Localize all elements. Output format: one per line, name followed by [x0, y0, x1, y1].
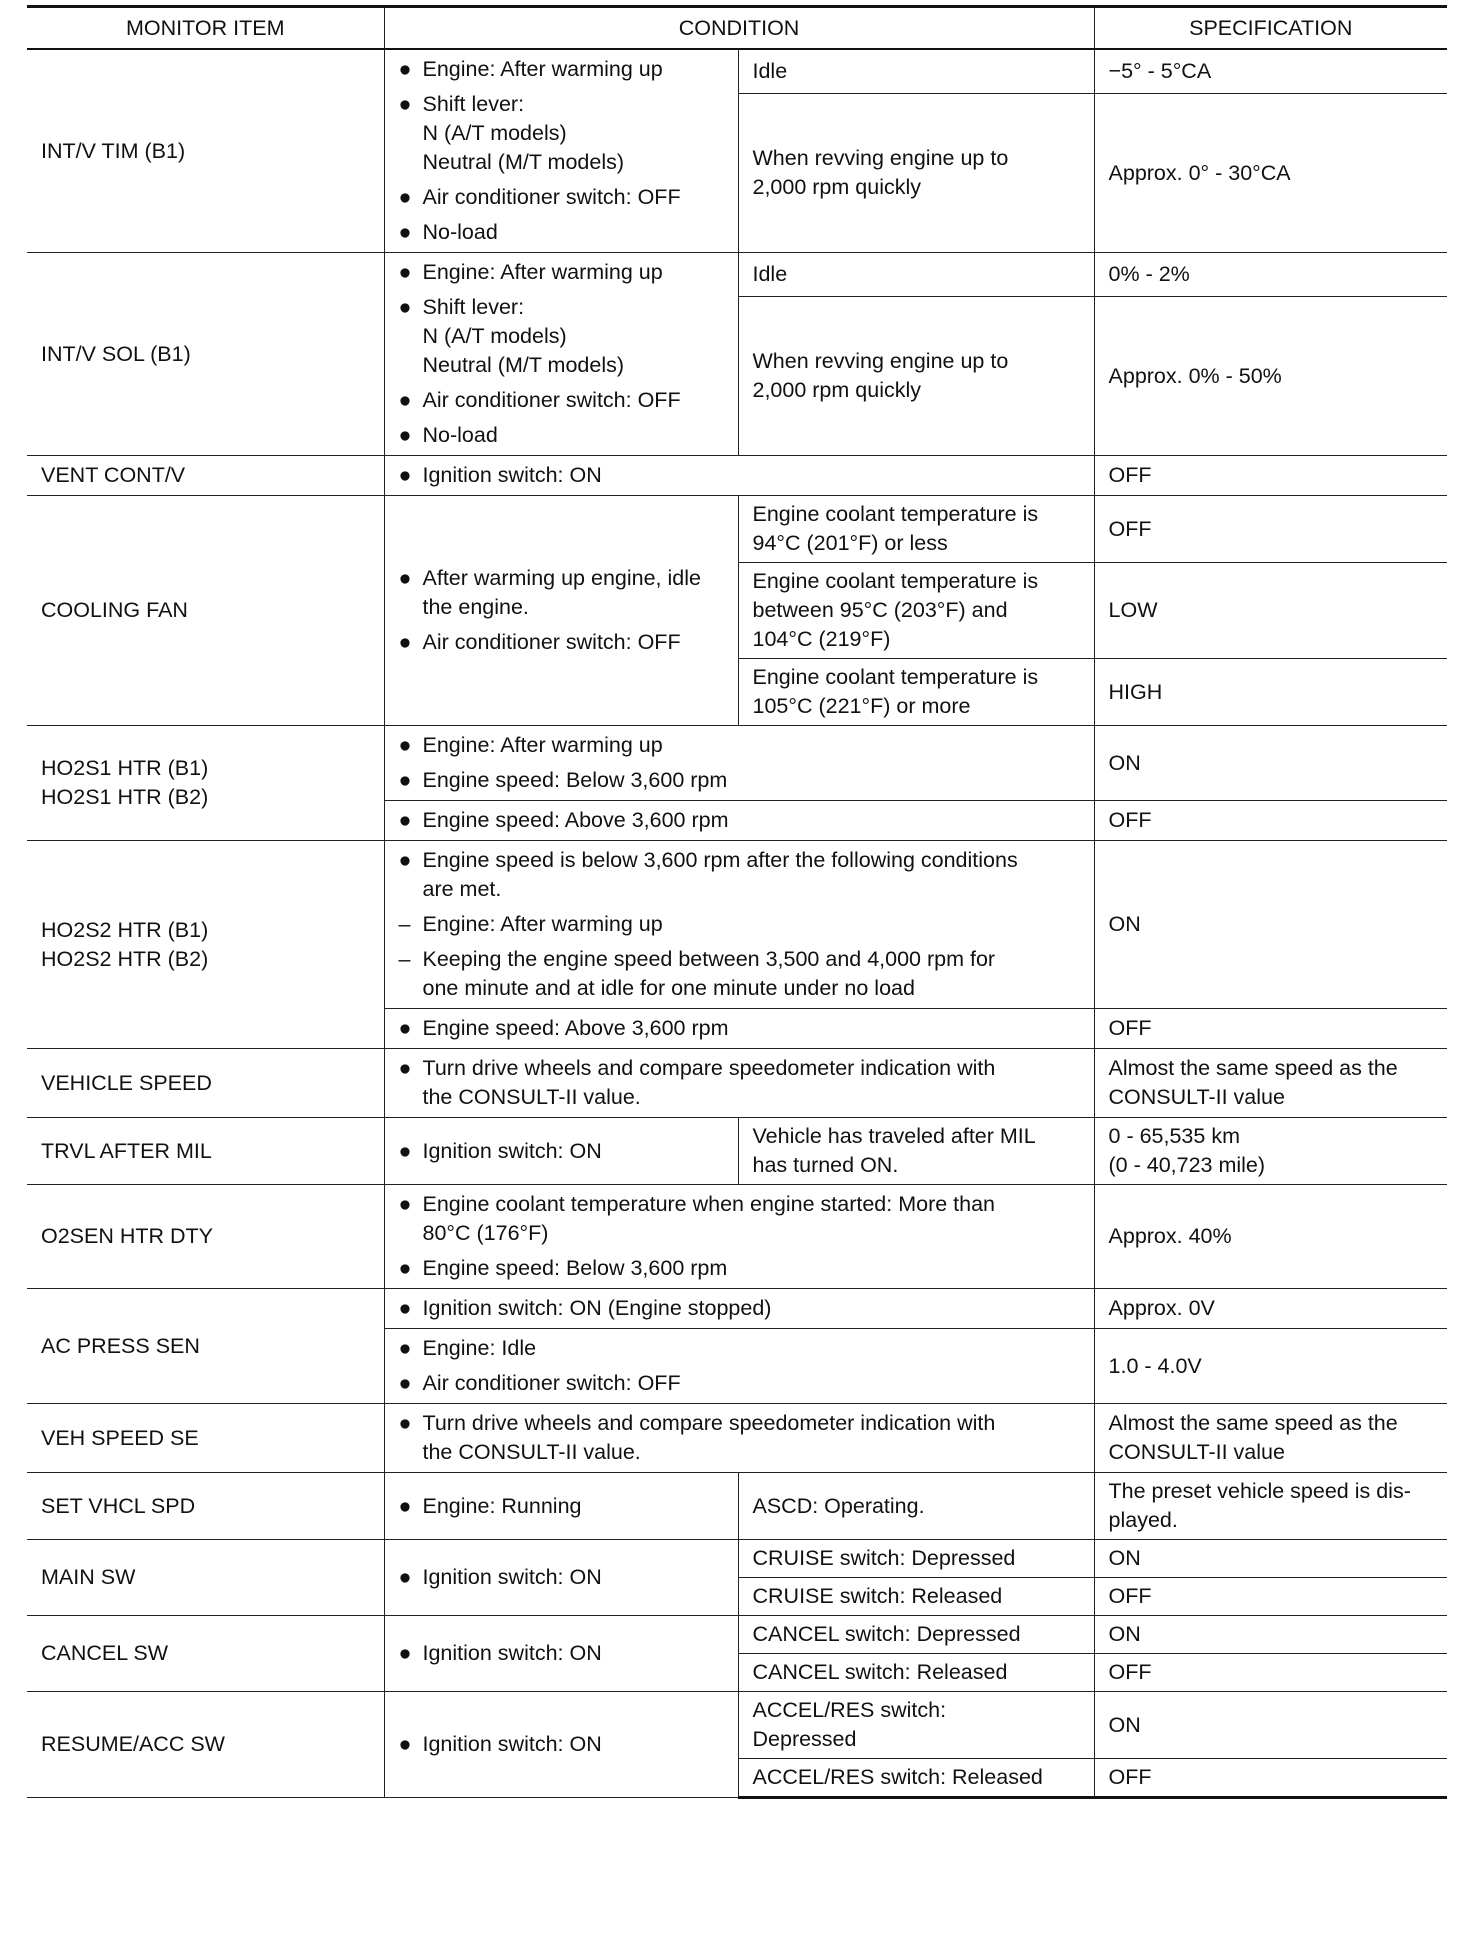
specification-cell: ON [1094, 1616, 1447, 1654]
condition-cell [384, 1118, 738, 1185]
sub-condition-cell: Engine coolant temperature is between 95°C (203°F) and 104°C (219°F) [738, 563, 1094, 659]
monitor-item-cell: INT/V TIM (B1) [27, 49, 384, 253]
specification-cell: OFF [1094, 496, 1447, 563]
condition-cell [384, 49, 738, 253]
specification-cell: The preset vehicle speed is dis- played. [1094, 1473, 1447, 1540]
monitor-item-cell: INT/V SOL (B1) [27, 253, 384, 456]
specification-cell: Almost the same speed as the CONSULT-II value [1094, 1049, 1447, 1118]
condition-line: ● Engine: After warming up [398, 733, 663, 757]
condition-line: ● Engine: Running [398, 1493, 582, 1518]
monitor-item-cell: VEHICLE SPEED [27, 1049, 384, 1118]
sub-condition-cell: CRUISE switch: Released [738, 1578, 1094, 1616]
condition-line: ● Shift lever: N (A/T models) Neutral (M/T models) [398, 92, 625, 174]
monitor-item-cell: O2SEN HTR DTY [27, 1185, 384, 1289]
table-row [27, 1185, 1447, 1289]
condition-cell [384, 1185, 1094, 1289]
condition-cell [384, 801, 1094, 841]
condition-cell [384, 1009, 1094, 1049]
header-condition: CONDITION [384, 7, 1094, 50]
monitor-item-cell: RESUME/ACC SW [27, 1692, 384, 1798]
table-row [27, 496, 1447, 563]
specification-cell: Approx. 0V [1094, 1289, 1447, 1329]
condition-cell [384, 1540, 738, 1616]
monitor-item-table-sheet [27, 5, 1447, 1799]
condition-line: ● Air conditioner switch: OFF [398, 185, 681, 209]
sub-condition-cell: Engine coolant temperature is 94°C (201°F) or less [738, 496, 1094, 563]
condition-line: ● Engine speed: Above 3,600 rpm [398, 808, 729, 832]
specification-cell: OFF [1094, 456, 1447, 496]
specification-cell: Almost the same speed as the CONSULT-II value [1094, 1404, 1447, 1473]
condition-line: ● Air conditioner switch: OFF [398, 388, 681, 412]
condition-line: ● Engine speed is below 3,600 rpm after the following conditions are met. [398, 848, 1018, 901]
condition-line: ● After warming up engine, idle the engine. [398, 566, 701, 619]
sub-condition-cell: ACCEL/RES switch: Released [738, 1759, 1094, 1798]
condition-cell [384, 1473, 738, 1540]
specification-cell: OFF [1094, 1009, 1447, 1049]
specification-cell: Approx. 40% [1094, 1185, 1447, 1289]
monitor-item-cell: MAIN SW [27, 1540, 384, 1616]
condition-line: ● Engine speed: Below 3,600 rpm [398, 768, 728, 792]
specification-cell: ON [1094, 841, 1447, 1009]
condition-line: ● Engine coolant temperature when engine started: More than 80°C (176°F) [398, 1192, 996, 1245]
sub-condition-cell: CANCEL switch: Released [738, 1654, 1094, 1692]
monitor-item-cell: HO2S1 HTR (B1) HO2S1 HTR (B2) [27, 726, 384, 841]
specification-cell: OFF [1094, 1759, 1447, 1798]
table-header-row [27, 7, 1447, 50]
condition-line: ● Engine speed: Above 3,600 rpm [398, 1016, 729, 1040]
condition-line: ● Engine: After warming up [398, 57, 663, 81]
condition-cell [384, 1329, 1094, 1404]
sub-condition-cell: ASCD: Operating. [738, 1473, 1094, 1540]
condition-line: ● Engine: After warming up [398, 260, 663, 284]
table-row [27, 1540, 1447, 1578]
sub-condition-cell: CANCEL switch: Depressed [738, 1616, 1094, 1654]
specification-cell: Approx. 0° - 30°CA [1094, 94, 1447, 253]
table-row [27, 726, 1447, 801]
table-row [27, 841, 1447, 1009]
header-monitor-item: MONITOR ITEM [27, 7, 384, 50]
condition-line: ● Engine speed: Below 3,600 rpm [398, 1256, 728, 1280]
monitor-item-cell: AC PRESS SEN [27, 1289, 384, 1404]
table-row [27, 49, 1447, 94]
table-row [27, 253, 1447, 297]
table-row [27, 1289, 1447, 1329]
condition-cell [384, 456, 1094, 496]
condition-line: ● No-load [398, 220, 498, 244]
sub-condition-cell: Vehicle has traveled after MIL has turned ON. [738, 1118, 1094, 1185]
table-row [27, 456, 1447, 496]
monitor-item-cell: TRVL AFTER MIL [27, 1118, 384, 1185]
sub-condition-cell: CRUISE switch: Depressed [738, 1540, 1094, 1578]
monitor-item-cell: HO2S2 HTR (B1) HO2S2 HTR (B2) [27, 841, 384, 1049]
monitor-item-cell: COOLING FAN [27, 496, 384, 726]
condition-cell [384, 496, 738, 726]
specification-cell: HIGH [1094, 659, 1447, 726]
condition-line: ● Ignition switch: ON [398, 463, 602, 487]
specification-cell: 0 - 65,535 km (0 - 40,723 mile) [1094, 1118, 1447, 1185]
condition-line: ● Ignition switch: ON (Engine stopped) [398, 1296, 772, 1320]
condition-line: – Keeping the engine speed between 3,500 and 4,000 rpm for one minute and at idle for one minute under no load [398, 947, 996, 1000]
condition-line: ● Air conditioner switch: OFF [398, 630, 681, 654]
specification-cell: 1.0 - 4.0V [1094, 1329, 1447, 1404]
condition-line: ● Turn drive wheels and compare speedometer indication with the CONSULT-II value. [398, 1411, 996, 1464]
condition-cell [384, 841, 1094, 1009]
condition-cell [384, 1616, 738, 1692]
specification-cell: LOW [1094, 563, 1447, 659]
sub-condition-cell: Idle [738, 253, 1094, 297]
specification-cell: ON [1094, 1540, 1447, 1578]
condition-cell [384, 1692, 738, 1798]
condition-line: ● Shift lever: N (A/T models) Neutral (M/T models) [398, 295, 625, 377]
specification-cell: OFF [1094, 1578, 1447, 1616]
specification-cell: Approx. 0% - 50% [1094, 297, 1447, 456]
table-row [27, 1616, 1447, 1654]
condition-line: ● Ignition switch: ON [398, 1641, 602, 1665]
monitor-item-cell: CANCEL SW [27, 1616, 384, 1692]
sub-condition-cell: When revving engine up to 2,000 rpm quickly [738, 94, 1094, 253]
header-specification: SPECIFICATION [1094, 7, 1447, 50]
specification-cell: 0% - 2% [1094, 253, 1447, 297]
table-row [27, 1692, 1447, 1759]
condition-cell [384, 1404, 1094, 1473]
table-row [27, 1404, 1447, 1473]
condition-cell [384, 726, 1094, 801]
sub-condition-cell: When revving engine up to 2,000 rpm quickly [738, 297, 1094, 456]
table-row [27, 1473, 1447, 1540]
condition-cell [384, 1289, 1094, 1329]
monitor-item-cell: VEH SPEED SE [27, 1404, 384, 1473]
table-row [27, 1049, 1447, 1118]
condition-line: ● No-load [398, 423, 498, 447]
condition-line: ● Ignition switch: ON [398, 1138, 602, 1163]
condition-line: ● Turn drive wheels and compare speedometer indication with the CONSULT-II value. [398, 1056, 996, 1109]
condition-line: – Engine: After warming up [398, 912, 663, 936]
condition-cell [384, 1049, 1094, 1118]
condition-line: ● Air conditioner switch: OFF [398, 1371, 681, 1395]
monitor-item-cell: VENT CONT/V [27, 456, 384, 496]
condition-cell [384, 253, 738, 456]
specification-cell: ON [1094, 726, 1447, 801]
specification-cell: ON [1094, 1692, 1447, 1759]
condition-line: ● Engine: Idle [398, 1336, 537, 1360]
specification-cell: OFF [1094, 1654, 1447, 1692]
specification-cell: OFF [1094, 801, 1447, 841]
sub-condition-cell: ACCEL/RES switch: Depressed [738, 1692, 1094, 1759]
condition-line: ● Ignition switch: ON [398, 1565, 602, 1589]
specification-cell: −5° - 5°CA [1094, 49, 1447, 94]
table-row [27, 1118, 1447, 1185]
condition-line: ● Ignition switch: ON [398, 1732, 602, 1756]
monitor-item-cell: SET VHCL SPD [27, 1473, 384, 1540]
sub-condition-cell: Idle [738, 49, 1094, 94]
sub-condition-cell: Engine coolant temperature is 105°C (221°F) or more [738, 659, 1094, 726]
monitor-item-table [27, 5, 1447, 1799]
